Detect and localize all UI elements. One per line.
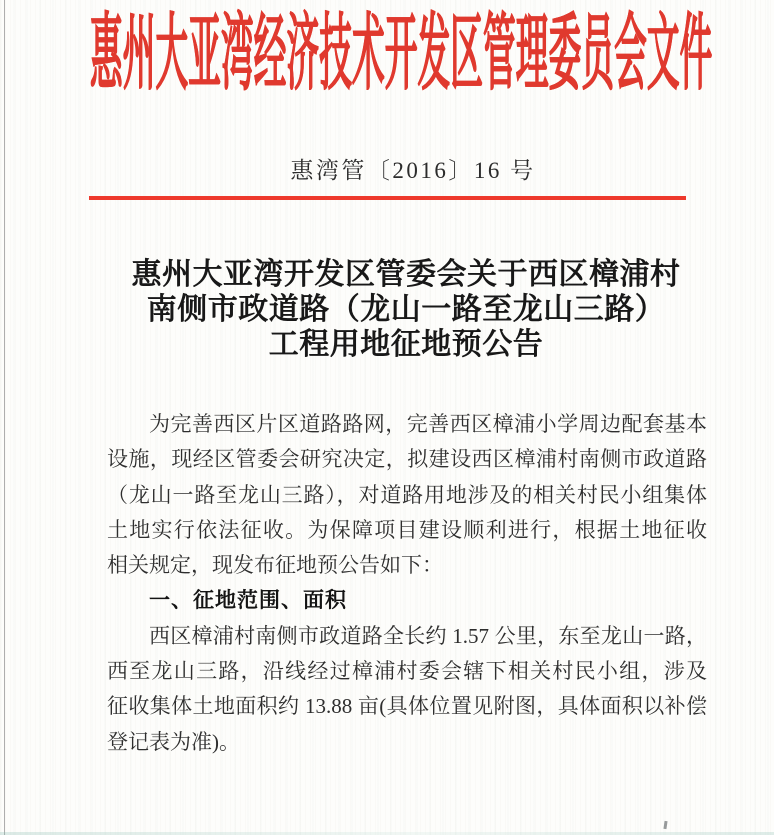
paragraph-1-line-2: 设施，现经区管委会研究决定，拟建设西区樟浦村南侧市政道路 <box>107 447 707 472</box>
document-body <box>107 407 707 760</box>
document-title-line-2: 南侧市政道路（龙山一路至龙山三路） <box>146 293 666 326</box>
paragraph-2-line-3: 征收集体土地面积约 13.88 亩(具体位置见附图，具体面积以补偿 <box>107 694 707 719</box>
document-title <box>36 257 774 362</box>
paragraph-1-line-5: 相关规定，现发布征地预公告如下： <box>107 553 443 578</box>
document-reference-number: 惠湾管〔2016〕16 号 <box>290 158 536 183</box>
paragraph-1-line-3: （龙山一路至龙山三路），对道路用地涉及的相关村民小组集体 <box>107 482 707 507</box>
letterhead <box>14 8 774 101</box>
issuing-authority-title: 惠州大亚湾经济技术开发区管理委员会文件 <box>89 8 713 101</box>
document-title-line-3: 工程用地征地预公告 <box>268 328 544 361</box>
scan-artifact-speck <box>663 821 667 829</box>
document-title-line-1: 惠州大亚湾开发区管委会关于西区樟浦村 <box>131 258 681 291</box>
paragraph-2-line-1: 西区樟浦村南侧市政道路全长约 1.57 公里，东至龙山一路， <box>149 623 707 648</box>
section-1-heading: 一、征地范围、面积 <box>149 588 347 613</box>
paragraph-2-line-2: 西至龙山三路，沿线经过樟浦村委会辖下相关村民小组，涉及 <box>107 659 707 684</box>
paragraph-1-line-4: 土地实行依法征收。为保障项目建设顺利进行，根据土地征收 <box>107 517 707 542</box>
paragraph-2-line-4: 登记表为准)。 <box>107 729 240 754</box>
scanner-edge-line <box>4 0 5 835</box>
red-divider-rule <box>89 196 686 200</box>
paragraph-1-line-1: 为完善西区片区道路路网，完善西区樟浦小学周边配套基本 <box>149 412 707 436</box>
